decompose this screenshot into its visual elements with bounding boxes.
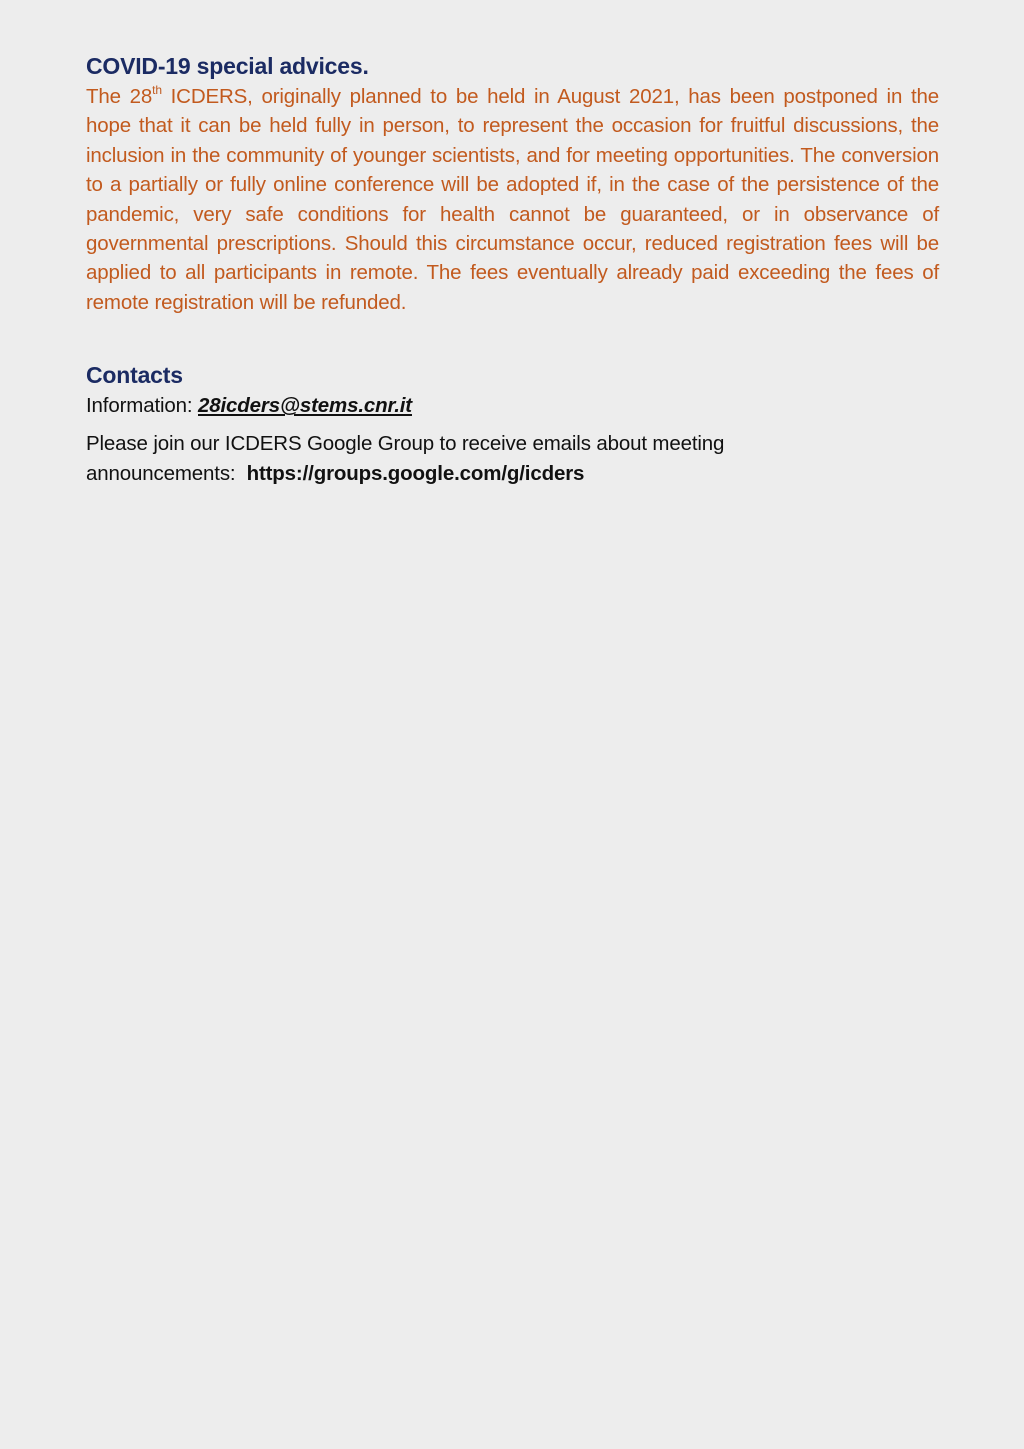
ordinal-superscript: th — [152, 83, 162, 97]
email-link[interactable]: 28icders@stems.cnr.it — [198, 394, 412, 418]
contact-info-line — [86, 391, 939, 420]
covid-heading: COVID-19 special advices. — [86, 53, 369, 79]
covid-section — [86, 50, 939, 317]
contacts-section — [86, 359, 939, 488]
group-text-line-2: announcements: — [86, 461, 247, 485]
covid-text-prefix: The 28 — [86, 85, 153, 108]
info-label: Information: — [86, 394, 198, 418]
contacts-heading: Contacts — [86, 362, 183, 389]
google-group-paragraph — [86, 429, 939, 488]
covid-text-body: ICDERS, originally planned to be held in August 2021, has been postponed in the hope that it can be held fully in person, to represent the occasion for fruitful discussions, the inclusion in the community of younger scientists, and for meeting opportunities. The conversion to a partially or fully online conference will be adopted if, in the case of the persistence of the pandemic, very safe conditions for health cannot be guaranteed, or in observance of governmental prescriptions. Should this circumstance occur, reduced registration fees will be applied to all participants in remote. The fees eventually already paid exceeding the fees of remote registration will be refunded. — [86, 85, 939, 314]
covid-paragraph — [86, 82, 939, 317]
google-group-link[interactable]: https://groups.google.com/g/icders — [246, 461, 585, 485]
document-page — [86, 50, 939, 488]
group-text-line-1: Please join our ICDERS Google Group to receive emails about meeting — [86, 432, 725, 456]
